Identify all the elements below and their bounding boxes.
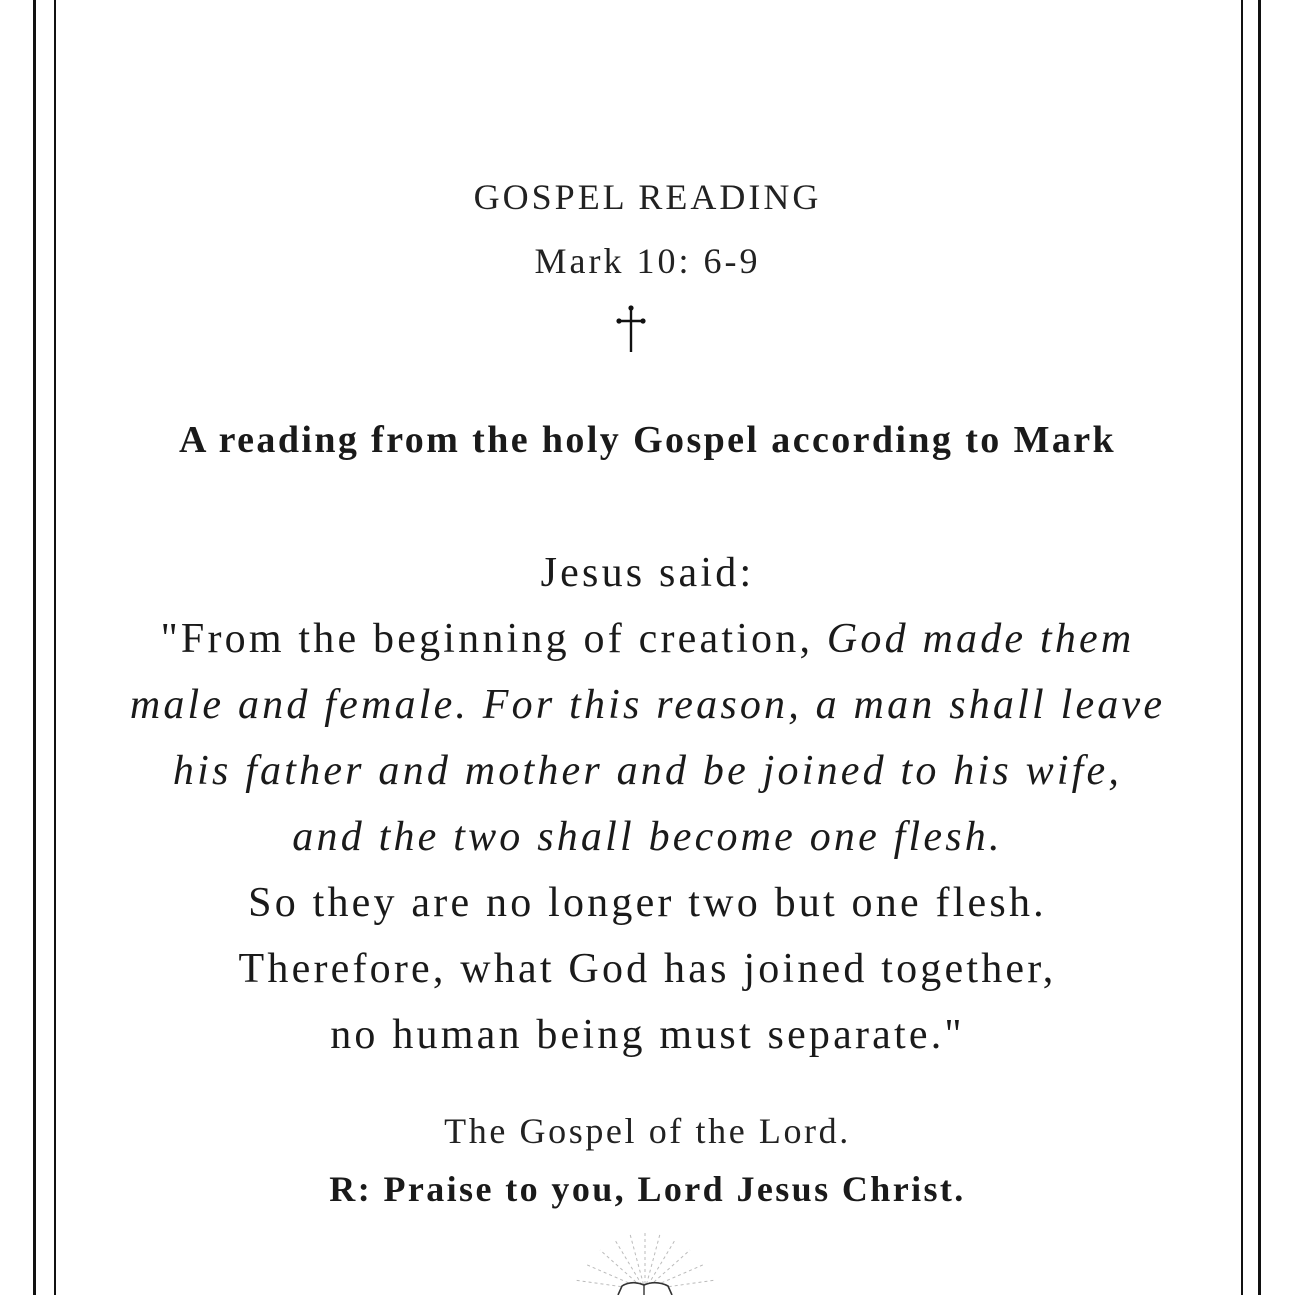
- passage-line: [0, 606, 1295, 672]
- passage-line: [0, 870, 1295, 936]
- passage-line: [0, 540, 1295, 606]
- scripture-reference: Mark 10: 6-9: [534, 241, 761, 281]
- passage-segment: Jesus said:: [540, 550, 755, 596]
- passage-segment: Therefore, what God has joined together,: [238, 946, 1057, 992]
- passage-segment: So they are no longer two but one flesh.: [248, 880, 1047, 926]
- passage-segment: no human being must separate.": [330, 1012, 965, 1058]
- passage-quote-segment: God made them: [826, 616, 1135, 662]
- passage-line: [0, 936, 1295, 1002]
- passage-line: [0, 672, 1295, 738]
- passage-line: [0, 1002, 1295, 1068]
- closing-acclamation: The Gospel of the Lord.: [444, 1111, 851, 1151]
- passage-line: [0, 738, 1295, 804]
- passage-line: [0, 804, 1295, 870]
- passage-quote-segment: his father and mother and be joined to his wife,: [172, 748, 1123, 794]
- page-title: GOSPEL READING: [473, 177, 822, 217]
- passage-quote-segment: male and female. For this reason, a man shall leave: [129, 682, 1166, 728]
- cross-icon: [613, 305, 649, 355]
- passage-segment: "From the beginning of creation,: [160, 616, 827, 662]
- gospel-passage: [0, 540, 1295, 1068]
- passage-quote-segment: and the two shall become one flesh.: [292, 814, 1003, 860]
- radiant-bible-icon: [560, 1228, 730, 1295]
- congregation-response: R: Praise to you, Lord Jesus Christ.: [329, 1169, 966, 1209]
- reading-introduction: A reading from the holy Gospel according to Mark: [178, 419, 1117, 461]
